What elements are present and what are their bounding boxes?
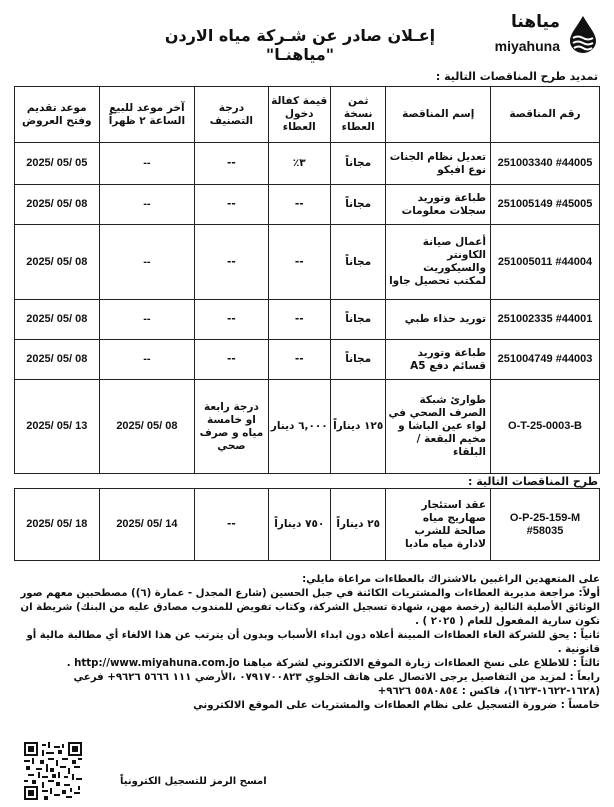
tender-grade: -- bbox=[195, 340, 268, 380]
tender-number: O-T-25-0003-B bbox=[491, 380, 600, 474]
tender-bond: -- bbox=[268, 225, 330, 300]
tender-number: 251005149 #45005 bbox=[491, 185, 600, 225]
table-row bbox=[15, 489, 600, 561]
tender-bond: -- bbox=[268, 300, 330, 340]
tender-last-sale: -- bbox=[99, 340, 195, 380]
header-price: ثمن نسخة العطاء bbox=[330, 87, 386, 143]
header-bond: قيمة كفالة دخول العطاء bbox=[268, 87, 330, 143]
table-row bbox=[15, 185, 600, 225]
tender-grade: -- bbox=[195, 489, 268, 561]
note-fifth: خامساً : ضرورة التسجيل على نظام العطاءات والمشتريات على الموقع الالكتروني bbox=[193, 700, 600, 711]
tender-number: 251003340 #44005 bbox=[491, 143, 600, 185]
table-header-row bbox=[15, 87, 600, 143]
table-row bbox=[15, 340, 600, 380]
new-tenders-table bbox=[14, 488, 600, 561]
tender-price: مجاناً bbox=[330, 143, 386, 185]
header-name: إسم المناقصة bbox=[386, 87, 491, 143]
logo-english: miyahuna bbox=[494, 38, 560, 54]
tender-bond: ٦,٠٠٠ دينار bbox=[268, 380, 330, 474]
tenders-table bbox=[14, 86, 600, 474]
table-row bbox=[15, 300, 600, 340]
qr-label: امسح الرمز للتسجيل الكترونياً bbox=[120, 776, 267, 787]
tender-deadline: 2025/ 05/ 13 bbox=[15, 380, 100, 474]
note-fourth: رابعاً : لمزيد من التفاصيل يرجى الاتصال على هاتف الخلوي ٠٧٩١٧٠٠٨٢٣ ،الأرضي ١١١ ٥٦٦٦ ٩٦٢٦+ فرعي (١٦٢٨-١٦٢٢-١٦٢٣)، فاكس : ٥٥٨٠٨٥٤ ٩٦٢٦+ bbox=[73, 672, 600, 697]
tender-name: طباعة وتوريد قسائم دفع A5 bbox=[386, 340, 491, 380]
qr-code[interactable] bbox=[24, 742, 82, 800]
section-extension-title: تمديد طرح المناقصات التالية : bbox=[435, 70, 598, 83]
tender-price: مجاناً bbox=[330, 300, 386, 340]
table-row bbox=[15, 143, 600, 185]
tender-price: مجاناً bbox=[330, 340, 386, 380]
section-new-title: طرح المناقصات التالية : bbox=[468, 475, 598, 488]
header-deadline: موعد تقديم وفتح العروض bbox=[15, 87, 100, 143]
tender-last-sale: -- bbox=[99, 185, 195, 225]
tender-bond: ٧٥٠ ديناراً bbox=[268, 489, 330, 561]
tender-bond: -- bbox=[268, 185, 330, 225]
header-last-sale: آخر موعد للبيع الساعة ٢ ظهراً bbox=[99, 87, 195, 143]
tender-last-sale: 2025/ 05/ 14 bbox=[99, 489, 195, 561]
table-row bbox=[15, 380, 600, 474]
tender-name: طباعة وتوريد سجلات معلومات bbox=[386, 185, 491, 225]
tender-last-sale: 2025/ 05/ 08 bbox=[99, 380, 195, 474]
tender-number: 251002335 #44001 bbox=[491, 300, 600, 340]
tender-deadline: 2025/ 05/ 08 bbox=[15, 225, 100, 300]
tender-last-sale: -- bbox=[99, 225, 195, 300]
note-first: أولاً: مراجعة مديرية العطاءات والمشتريات الكائنة في جبل الحسين (شارع المجدل - عمارة (٦)) مصطحبين معهم صور الوثائق الأصلية التالية (رخصة مهن، شهادة تسجيل الشركة، وكتاب تفويض للمندوب مصادق عليه من البنك) شريطة ان تكون سارية المفعول للعام ( ٢٠٢٥ ) . bbox=[20, 588, 600, 627]
tender-number: 251005011 #44004 bbox=[491, 225, 600, 300]
logo-arabic: مياهنا bbox=[511, 12, 560, 32]
tender-deadline: 2025/ 05/ 18 bbox=[15, 489, 100, 561]
tender-grade: درجة رابعة او خامسة مياه و صرف صحي bbox=[195, 380, 268, 474]
tender-name: أعمال صيانة الكاونتر والسيكوريت لمكتب تحصيل جاوا bbox=[386, 225, 491, 300]
tender-name: توريد حذاء طبي bbox=[386, 300, 491, 340]
tender-grade: -- bbox=[195, 185, 268, 225]
tender-last-sale: -- bbox=[99, 143, 195, 185]
tender-number: O-P-25-159-M #58035 bbox=[491, 489, 600, 561]
tender-number: 251004749 #44003 bbox=[491, 340, 600, 380]
tender-deadline: 2025/ 05/ 05 bbox=[15, 143, 100, 185]
miyahuna-logo bbox=[490, 10, 600, 62]
tender-bond: ٣٪ bbox=[268, 143, 330, 185]
tender-deadline: 2025/ 05/ 08 bbox=[15, 340, 100, 380]
notes-intro: على المتعهدين الراغبين بالاشتراك بالعطاءات مراعاة مايلي: bbox=[302, 574, 600, 585]
tender-grade: -- bbox=[195, 300, 268, 340]
tender-name: طوارئ شبكة الصرف الصحي في لواء عين الباشا و مخيم البقعة / البلقاء bbox=[386, 380, 491, 474]
tender-price: ٢٥ ديناراً bbox=[330, 489, 386, 561]
tender-price: مجاناً bbox=[330, 225, 386, 300]
tender-name: عقد استئجار صهاريج مياه صالحة للشرب لادارة مياه مادبا bbox=[386, 489, 491, 561]
tender-name: تعديل نظام الجنات نوع افيكو bbox=[386, 143, 491, 185]
tender-bond: -- bbox=[268, 340, 330, 380]
tender-deadline: 2025/ 05/ 08 bbox=[15, 185, 100, 225]
announcement-title: إعـلان صادر عن شـركة مياه الاردن "مياهنـا" bbox=[164, 26, 436, 64]
tender-price: ١٢٥ ديناراً bbox=[330, 380, 386, 474]
table-row bbox=[15, 225, 600, 300]
tender-deadline: 2025/ 05/ 08 bbox=[15, 300, 100, 340]
tender-price: مجاناً bbox=[330, 185, 386, 225]
tender-grade: -- bbox=[195, 143, 268, 185]
header-grade: درجة التصنيف bbox=[195, 87, 268, 143]
water-drop-icon bbox=[566, 14, 600, 54]
notes-block bbox=[12, 573, 600, 713]
note-second: ثانياً : يحق للشركة الغاء العطاءات المبينة أعلاه دون ابداء الأسباب وبدون أن يترتب عن هذا الالغاء أي مطالبة مالية أو قانونية . bbox=[26, 630, 600, 655]
tender-last-sale: -- bbox=[99, 300, 195, 340]
header-number: رقم المناقصة bbox=[491, 87, 600, 143]
tender-grade: -- bbox=[195, 225, 268, 300]
note-third: ثالثاً : للاطلاع على نسخ العطاءات زيارة الموقع الالكتروني لشركة مياهنا http://www.miyahuna.com.jo . bbox=[66, 658, 600, 669]
